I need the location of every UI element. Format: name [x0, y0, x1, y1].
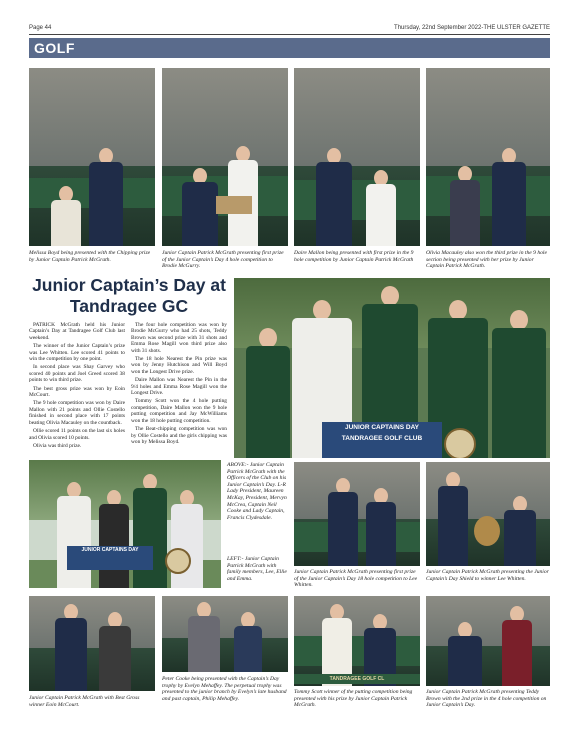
paragraph: The four hole competition was won by Brodie McGurry who had 25 shots, Teddy Brown was second prize with 31 shots and Emma Rose Magill won third prize also with 31 shots. — [131, 322, 227, 354]
article-column-2 — [131, 322, 227, 447]
photo-shield — [426, 462, 550, 566]
paragraph: The 18 hole Nearest the Pin prize was won by Jenny Hutchison and Will Boyd won the Longest Drive prize. — [131, 356, 227, 375]
article-title: Junior Captain’s Day at Tandragee GC — [32, 275, 226, 316]
paragraph: The winner of the Junior Captain’s prize was Lee Whitten. Lee scored 41 points to win the competition by one point. — [29, 343, 125, 363]
photo-best-gross — [29, 596, 155, 691]
photo-putting — [294, 596, 420, 686]
section-title: GOLF — [34, 40, 75, 56]
header-rule — [29, 34, 550, 35]
photo-family — [29, 460, 221, 588]
caption-officers: ABOVE:- Junior Captain Patrick McGrath with the Officers of the Club on his Junior Captain’s Day. L-R Lady President, Maureen McKay, President, Mervyn McCrea, Captain Neil Cooke and Lady Captain, Francis Clydesdale. — [227, 462, 287, 521]
banner-title: JUNIOR CAPTAINS DAY — [344, 424, 420, 431]
caption-4hole-second: Junior Captain Patrick McGrath presenting Teddy Brown with the 2nd prize in the 4 hole competition on Junior Captain’s Day. — [426, 689, 547, 709]
club-mat: TANDRAGEE GOLF CL — [294, 674, 420, 684]
page-number: Page 44 — [29, 25, 52, 31]
banner-club: TANDRAGEE GOLF CLUB — [341, 435, 423, 442]
junior-captains-banner — [322, 422, 442, 458]
paragraph: Ollie scored 11 points on the last six holes and Olivia scored 10 points. — [29, 428, 125, 441]
paragraph: The Beat-chipping competition was won by Ollie Costello and the girls chipping was won by Melissa Boyd. — [131, 426, 227, 445]
photo-chipping-prize — [29, 68, 155, 246]
caption-family: LEFT:- Junior Captain Patrick McGrath with family members, Lee, Ellie and Emma. — [227, 556, 287, 582]
paragraph: Tommy Scott won the 4 hole putting competition, Daire Mallon won the 9 hole putting competition and Jay McWilliams won the 18 hole putting competition. — [131, 398, 227, 424]
caption-4hole: Junior Captain Patrick McGrath presenting first prize of the Junior Captain’s Day 4 hole competition to Brodie McGurry. — [162, 250, 284, 270]
photo-4hole-winner — [162, 68, 288, 246]
caption-9hole: Daire Mallon being presented with first prize in the 9 hole competition by Junior Captain Patrick McGrath — [294, 250, 414, 263]
small-banner-title: JUNIOR CAPTAINS DAY — [81, 547, 139, 553]
paragraph: Olivia was third prize. — [33, 442, 82, 449]
caption-shield: Junior Captain Patrick McGrath presenting the Junior Captain’s Day Shield to winner Lee Whitten. — [426, 569, 549, 582]
clock-trophy — [444, 428, 476, 458]
photo-officers — [234, 278, 550, 458]
photo-4hole-second — [426, 596, 550, 686]
paragraph: In second place was Shay Garvey who scored 40 points and Joel Greed scored 38 points to win third prize. — [29, 364, 125, 384]
photo-captains-trophy — [162, 596, 288, 672]
caption-18hole: Junior Captain Patrick McGrath presenting first prize of the Junior Captain’s Day 18 hole competition to Lee Whitten. — [294, 569, 418, 589]
small-clock-trophy — [165, 548, 191, 574]
photo-9hole-winner — [294, 68, 420, 246]
paragraph: The best gross prize was won by Eoin McCourt. — [29, 385, 125, 399]
photo-18hole-winner — [294, 462, 420, 566]
small-banner — [67, 546, 153, 570]
caption-9hole-third: Olivia Macauley also won the third prize in the 9 hole section being presented with her prize by Junior Captain Patrick McGrath. — [426, 250, 547, 270]
caption-chipping: Melissa Boyd being presented with the Chipping prize by Junior Captain Patrick McGrath. — [29, 250, 151, 263]
caption-best-gross: Junior Captain Patrick McGrath with Best Gross winner Eoin McCourt. — [29, 695, 140, 708]
caption-captains-trophy: Peter Cooke being presented with the Captain’s Day trophy by Evelyn Mehaffey. The perpetual trophy was presented to the junior branch by Evelyn’s late husband and past captain, Philip Mehaffey. — [162, 676, 287, 702]
photo-9hole-third — [426, 68, 550, 246]
paragraph: PATRICK McGrath held his Junior Captain’s Day at Tandragee Golf Club last weekend. — [29, 322, 125, 341]
date-paper: Thursday, 22nd September 2022-THE ULSTER GAZETTE — [394, 25, 550, 31]
section-band — [29, 38, 550, 58]
paragraph: The 9 hole competition was won by Daire Mallon with 21 points and Ollie Costello finished in second place with 17 points beating Olivia Macauley on the countback. — [29, 400, 125, 426]
paragraph: Daire Mallon was Nearest the Pin in the 9/4 holes and Emma Rose Magill won the Longest Drive. — [131, 377, 227, 397]
caption-putting: Tommy Scott winner of the putting competition being presented with his prize by Junior Captain Patrick McGrath. — [294, 689, 413, 709]
article-column-1 — [29, 322, 125, 451]
